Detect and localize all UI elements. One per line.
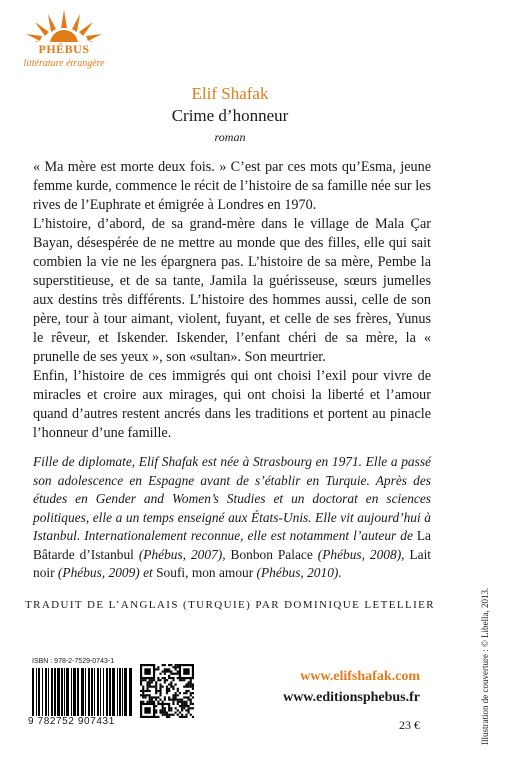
author-website-link[interactable]: www.elifshafak.com: [300, 669, 420, 684]
work-note: (Phébus, 2009) et: [54, 565, 157, 580]
work-title: Soufi, mon amour: [156, 565, 254, 580]
isbn-label: ISBN : 978-2-7529-0743-1: [32, 658, 115, 665]
summary-paragraph: Enfin, l’histoire de ces immigrés qui ont choisi l’exil pour vivre de miracles et croire aux mirages, qui ont choisi la liberté et l’amour quand d’autres restent ancrés dans les traditions et portent au pinacle l’honneur d’une famille.: [33, 368, 431, 441]
publisher-name: PHÉBUS: [38, 42, 90, 56]
summary-text: [33, 158, 431, 443]
cover-illustration-credit: Illustration de couverture : © Libella, 2013.: [480, 587, 490, 745]
bio-intro: Fille de diplomate, Elif Shafak est née à Strasbourg en 1971. Elle a passé son adolescence en Espagne avant de s’établir en Turquie. Après des études en Gender and Women’s Studies et un doctorat en sciences politiques, elle a un temps enseigné aux États-Unis. Elle vit aujourd’hui à Istanbul. Internationalement reconnue, elle est notamment l’auteur de: [33, 454, 431, 543]
publisher-logo: [18, 8, 110, 80]
book-author: Elif Shafak: [191, 84, 269, 103]
barcode-icon: [32, 668, 132, 716]
work-title: La Bâtarde d’Istanbul: [33, 528, 431, 562]
work-title: Bonbon Palace: [230, 546, 313, 562]
publisher-website-link[interactable]: www.editionsphebus.fr: [283, 690, 420, 705]
work-note: (Phébus, 2010).: [253, 565, 342, 580]
book-genre: roman: [214, 130, 246, 144]
work-title: Lait noir: [33, 546, 432, 580]
publisher-series: littérature étrangère: [23, 58, 105, 69]
book-price: 23 €: [399, 718, 420, 732]
summary-paragraph: « Ma mère est morte deux fois. » C’est par ces mots qu’Esma, jeune femme kurde, commence le récit de l’histoire de sa famille née sur les rives de l’Euphrate et émigrée à Londres en 1970.: [33, 159, 431, 213]
summary-paragraph: L’histoire, d’abord, de sa grand-mère dans le village de Mala Çar Bayan, désespérée de ne mettre au monde que des filles, elle qui sait combien la vie ne les épargnera pas. L’histoire de sa mère, Pembe la superstitieuse, et de sa tante, Jamila la guérisseuse, sœurs jumelles aux destins très différents. L’histoire des hommes aussi, celle de son père, tour à tour aimant, violent, fuyant, et celle de ses frères, Yunus le rêveur, et Iskender. Iskender, l’enfant chéri de sa mère, la « prunelle de ses yeux », son «sultan». Son meurtrier.: [33, 216, 431, 365]
barcode-digits: 9 782752 907431: [28, 716, 115, 727]
author-bio: [33, 453, 431, 583]
book-title: Crime d’honneur: [171, 106, 289, 125]
work-note: (Phébus, 2007),: [133, 546, 231, 562]
translator-credit: TRADUIT DE L’ANGLAIS (TURQUIE) PAR DOMINIQUE LETELLIER: [24, 599, 436, 611]
work-note: (Phébus, 2008),: [312, 546, 410, 562]
qr-code-icon: [140, 664, 194, 718]
